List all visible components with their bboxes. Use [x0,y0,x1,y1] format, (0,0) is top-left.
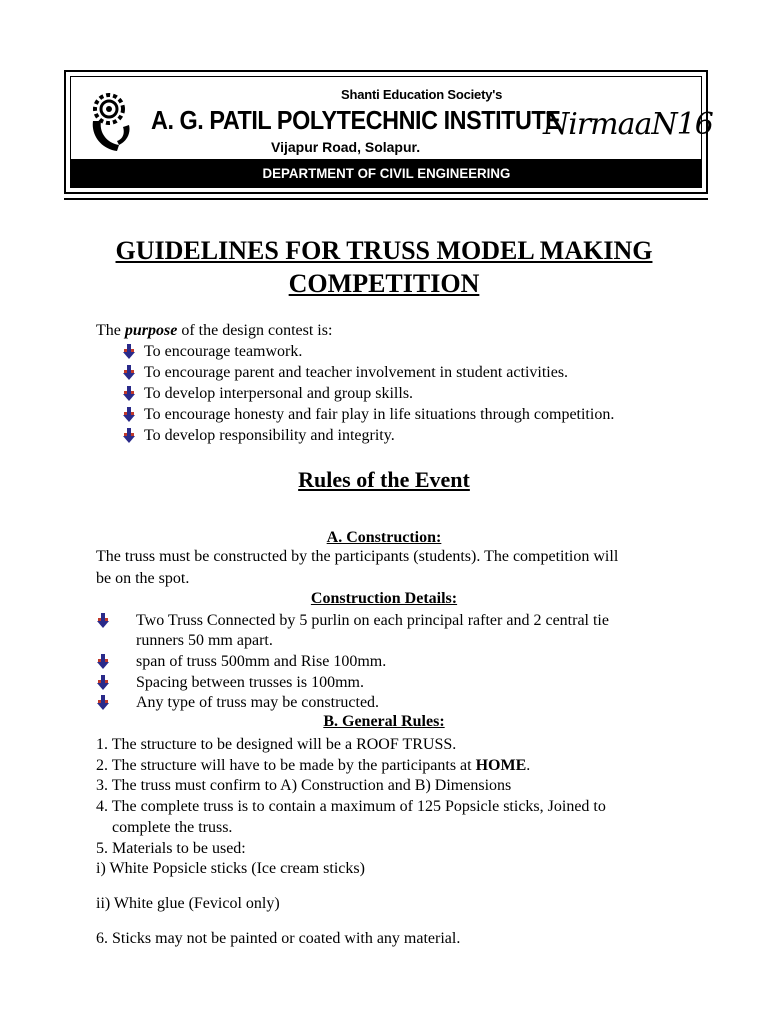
department-name: DEPARTMENT OF CIVIL ENGINEERING [262,165,510,181]
purpose-item-text: To encourage parent and teacher involvement in student activities. [144,364,569,381]
gear-hand-logo-icon [89,91,139,155]
page-title-line1: GUIDELINES FOR TRUSS MODEL MAKING [115,236,653,265]
page-title-line2: COMPETITION [288,269,480,298]
arrow-down-bullet-icon [122,365,136,381]
purpose-item-text: To encourage teamwork. [144,343,303,360]
purpose-emphasis: purpose [124,322,178,339]
general-rule-2-post: . [526,757,531,774]
purpose-item-text: To develop responsibility and integrity. [144,427,395,444]
purpose-item-text: To develop interpersonal and group skills. [144,385,414,402]
arrow-down-bullet-icon [122,407,136,423]
arrow-down-bullet-icon [122,344,136,360]
material-item-1: i) White Popsicle sticks (Ice cream sticks) [96,860,365,877]
arrow-down-bullet-icon [96,695,110,711]
general-rule-2-pre: 2. The structure will have to be made by the participants at [96,757,476,774]
purpose-item-text: To encourage honesty and fair play in life situations through competition. [144,406,615,423]
letterhead [64,70,713,194]
purpose-intro-pre: The [96,322,125,339]
material-item-2: ii) White glue (Fevicol only) [96,895,280,912]
detail-item-text: Any type of truss may be constructed. [136,694,380,711]
arrow-down-bullet-icon [96,675,110,691]
event-logo: NirmaaN16 [543,107,713,142]
general-rule-2-bold: HOME [475,757,527,774]
institute-name: A. G. PATIL POLYTECHNIC INSTITUTE [151,105,561,135]
purpose-intro-post: of the design contest is: [177,322,333,339]
department-bar [71,159,701,187]
arrow-down-bullet-icon [96,613,110,629]
general-rule-6: 6. Sticks may not be painted or coated with any material. [96,930,461,947]
construction-details-heading: Construction Details: [310,590,458,607]
general-rule-4-line2: complete the truss. [112,819,233,836]
detail-item-text-cont: runners 50 mm apart. [136,632,273,649]
general-rule-5: 5. Materials to be used: [96,840,246,857]
header-divider [64,198,708,200]
construction-heading: A. Construction: [326,529,442,546]
arrow-down-bullet-icon [122,386,136,402]
construction-text-line1: The truss must be constructed by the participants (students). The competition will [96,548,619,565]
arrow-down-bullet-icon [122,428,136,444]
society-name: Shanti Education Society's [341,87,503,102]
rules-heading: Rules of the Event [298,467,470,492]
general-rule-2 [96,756,530,776]
arrow-down-bullet-icon [96,654,110,670]
institute-address: Vijapur Road, Solapur. [271,139,421,155]
general-rule-4-line1: 4. The complete truss is to contain a maximum of 125 Popsicle sticks, Joined to [96,798,606,815]
general-rules-heading: B. General Rules: [323,713,445,730]
construction-text-line2: be on the spot. [96,570,190,587]
purpose-intro [96,321,332,341]
detail-item-text: Two Truss Connected by 5 purlin on each principal rafter and 2 central tie [136,612,609,629]
general-rule-3: 3. The truss must confirm to A) Construction and B) Dimensions [96,777,512,794]
detail-item-text: span of truss 500mm and Rise 100mm. [136,653,387,670]
letterhead-frame [70,76,713,188]
general-rule-1: 1. The structure to be designed will be a ROOF TRUSS. [96,736,457,753]
detail-item-text: Spacing between trusses is 100mm. [136,674,364,691]
